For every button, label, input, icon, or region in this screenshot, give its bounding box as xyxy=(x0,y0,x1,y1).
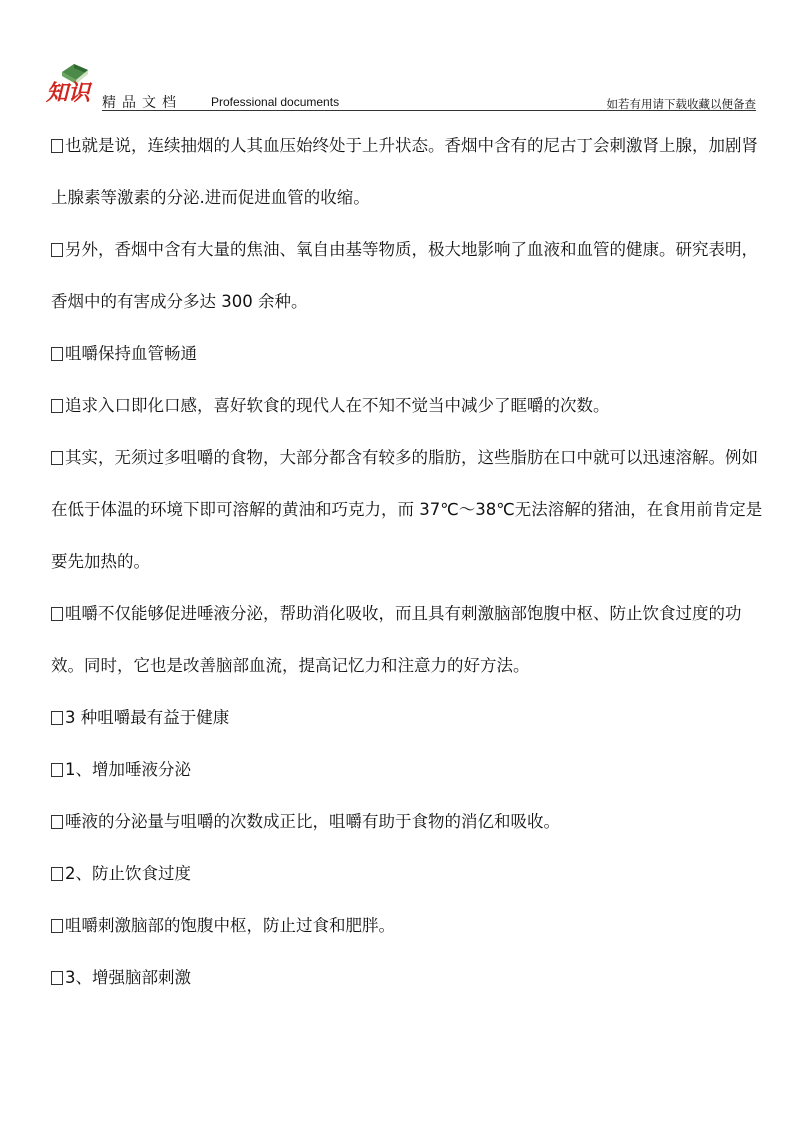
checkbox-glyph xyxy=(51,971,63,985)
paragraph xyxy=(51,120,763,224)
paragraph xyxy=(51,224,763,328)
checkbox-glyph xyxy=(51,919,63,933)
paragraph xyxy=(51,432,763,588)
checkbox-glyph xyxy=(51,711,63,725)
header-title-en: Professional documents xyxy=(211,95,340,109)
list-heading xyxy=(51,744,763,796)
paragraph-text: 其实，无须过多咀嚼的食物，大部分都含有较多的脂肪，这些脂肪在口中就可以迅速溶解。例如在低于体温的环境下即可溶解的黄油和巧克力，而 37℃～38℃无法溶解的猪油，在食用前肯定是要先加热的。 xyxy=(51,448,763,571)
list-heading-text: 1、增加唾液分泌 xyxy=(65,760,191,779)
document-body xyxy=(51,120,763,1004)
list-heading xyxy=(51,848,763,900)
checkbox-glyph xyxy=(51,347,63,361)
checkbox-glyph xyxy=(51,763,63,777)
paragraph xyxy=(51,588,763,692)
page-header xyxy=(0,0,794,112)
list-heading-text: 2、防止饮食过度 xyxy=(65,864,191,883)
paragraph-text: 追求入口即化口感，喜好软食的现代人在不知不觉当中减少了眶嚼的次数。 xyxy=(65,396,610,415)
checkbox-glyph xyxy=(51,139,63,153)
paragraph-text: 咀嚼刺激脑部的饱腹中枢，防止过食和肥胖。 xyxy=(65,916,395,935)
paragraph xyxy=(51,380,763,432)
checkbox-glyph xyxy=(51,399,63,413)
paragraph-text: 唾液的分泌量与咀嚼的次数成正比，咀嚼有助于食物的消亿和吸收。 xyxy=(65,812,560,831)
checkbox-glyph xyxy=(51,451,63,465)
header-download-note: 如若有用请下载收藏以便备查 xyxy=(606,97,756,111)
list-heading xyxy=(51,952,763,1004)
paragraph xyxy=(51,900,763,952)
paragraph xyxy=(51,796,763,848)
checkbox-glyph xyxy=(51,815,63,829)
checkbox-glyph xyxy=(51,867,63,881)
paragraph-text: 也就是说，连续抽烟的人其血压始终处于上升状态。香烟中含有的尼古丁会刺激肾上腺，加剧肾上腺素等激素的分泌.进而促进血管的收缩。 xyxy=(51,136,758,207)
logo-text: 知识 xyxy=(46,80,91,106)
header-title-cn: 精品文档 xyxy=(102,95,182,111)
checkbox-glyph xyxy=(51,243,63,257)
heading-text: 咀嚼保持血管畅通 xyxy=(65,344,197,363)
paragraph-text: 另外，香烟中含有大量的焦油、氧自由基等物质，极大地影响了血液和血管的健康。研究表明，香烟中的有害成分多达 300 余种。 xyxy=(51,240,758,311)
logo xyxy=(44,50,102,106)
list-heading-text: 3、增强脑部刺激 xyxy=(65,968,191,987)
section-heading xyxy=(51,692,763,744)
heading-text: 3 种咀嚼最有益于健康 xyxy=(65,708,230,727)
section-heading xyxy=(51,328,763,380)
paragraph-text: 咀嚼不仅能够促进唾液分泌，帮助消化吸收，而且具有刺激脑部饱腹中枢、防止饮食过度的功效。同时，它也是改善脑部血流，提高记忆力和注意力的好方法。 xyxy=(51,604,742,675)
header-rule xyxy=(102,110,756,111)
checkbox-glyph xyxy=(51,607,63,621)
